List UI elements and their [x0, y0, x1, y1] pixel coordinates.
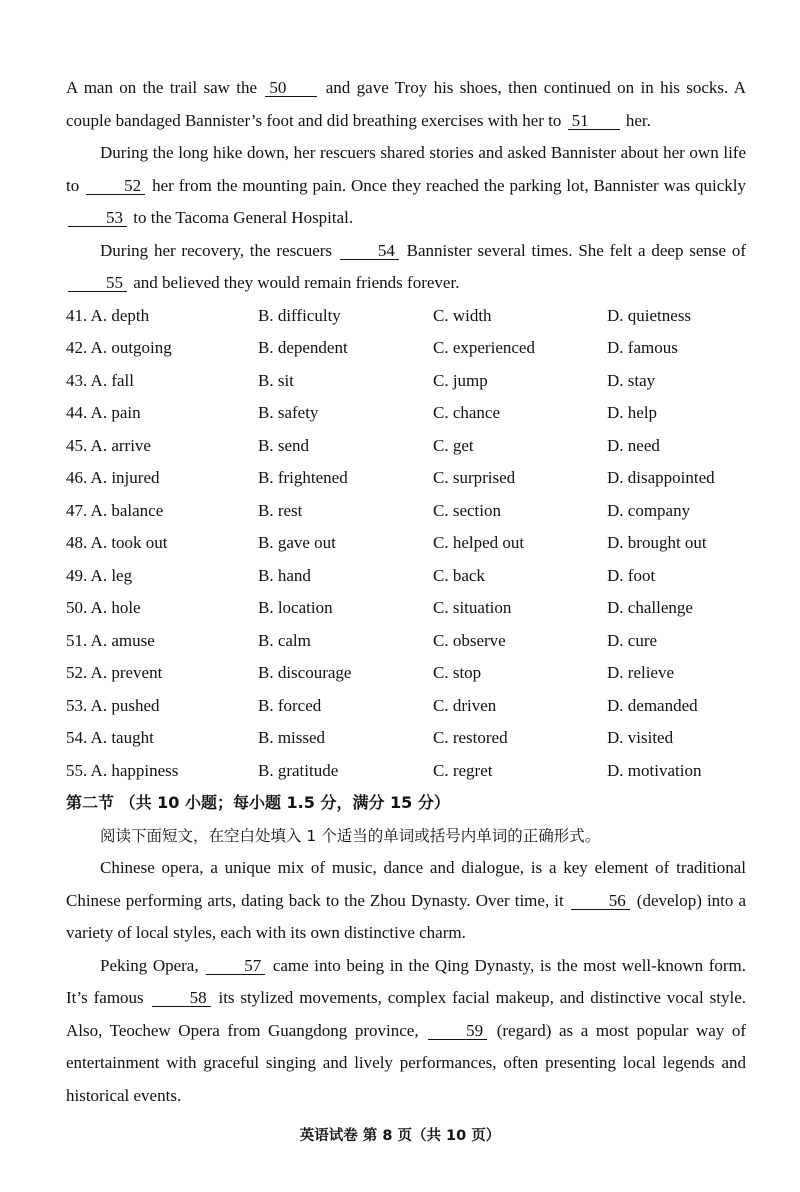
option-b: B. gratitude [258, 760, 339, 780]
option-d: D. company [607, 500, 691, 520]
option-a: 42. A. outgoing [66, 338, 172, 358]
option-a: 54. A. taught [66, 728, 154, 748]
option-b: B. send [258, 435, 309, 455]
option-c: C. back [433, 565, 485, 585]
option-b: B. calm [258, 630, 311, 650]
option-c: C. restored [433, 728, 508, 748]
option-row [66, 690, 746, 723]
option-c: C. section [433, 500, 501, 520]
option-d: D. need [607, 435, 660, 455]
passage-paragraph-2 [66, 137, 746, 235]
option-c: C. regret [433, 760, 493, 780]
blank-53: 53 [68, 209, 127, 227]
text: (regard) as a most popular way of entertainment with graceful singing and lively performances, often presenting local legends and historical events. [66, 1020, 746, 1105]
text: to the Tacoma General Hospital. [129, 208, 354, 227]
option-a: 52. A. prevent [66, 663, 163, 683]
option-c: C. observe [433, 630, 506, 650]
option-b: B. gave out [258, 533, 336, 553]
option-row [66, 657, 746, 690]
option-b: B. hand [258, 565, 311, 585]
text: Chinese opera, a unique mix of music, dance and dialogue, is a key element of traditional Chinese performing arts, dating back to the Zhou Dynasty. Over time, it [66, 858, 746, 910]
blank-51: 51 [568, 112, 620, 130]
option-a: 55. A. happiness [66, 760, 179, 780]
option-d: D. disappointed [607, 468, 715, 488]
option-b: B. discourage [258, 663, 352, 683]
option-d: D. quietness [607, 305, 692, 325]
text: Bannister several times. She felt a deep sense of [400, 240, 746, 260]
passage-paragraph-1 [66, 72, 746, 137]
option-a: 53. A. pushed [66, 695, 160, 715]
option-a: 43. A. fall [66, 370, 134, 390]
blank-57: 57 [206, 957, 265, 975]
option-d: D. visited [607, 728, 674, 748]
section-2-instruction: 阅读下面短文，在空白处填入 1 个适当的单词或括号内单词的正确形式。 [100, 826, 601, 845]
option-a: 46. A. injured [66, 468, 160, 488]
text: During the long hike down, her rescuers shared stories and asked Bannister about her own life to [66, 143, 746, 195]
option-row [66, 397, 746, 430]
option-d: D. help [607, 403, 658, 423]
option-d: D. stay [607, 370, 656, 390]
text: and gave Troy his shoes, then continued on in his socks. A couple bandaged Bannister’s foot and did breathing exercises with her to [66, 78, 746, 130]
option-b: B. sit [258, 370, 294, 390]
blank-54: 54 [340, 242, 399, 260]
page-footer: 英语试卷 第 8 页（共 10 页） [299, 1128, 501, 1144]
blank-59: 59 [428, 1022, 487, 1040]
option-a: 51. A. amuse [66, 630, 155, 650]
option-row [66, 462, 746, 495]
option-row [66, 755, 746, 788]
option-b: B. rest [258, 500, 303, 520]
option-c: C. helped out [433, 533, 525, 553]
option-c: C. jump [433, 370, 488, 390]
passage-paragraph-3 [66, 235, 746, 300]
option-row [66, 527, 746, 560]
blank-58: 58 [152, 989, 211, 1007]
option-row [66, 722, 746, 755]
option-a: 45. A. arrive [66, 435, 151, 455]
option-a: 47. A. balance [66, 500, 164, 520]
option-c: C. width [433, 305, 492, 325]
option-d: D. relieve [607, 663, 675, 683]
option-a: 48. A. took out [66, 533, 168, 553]
option-c: C. chance [433, 403, 501, 423]
text: (develop) into a variety of local styles, each with its own distinctive charm. [66, 890, 746, 942]
option-row [66, 365, 746, 398]
option-c: C. get [433, 435, 474, 455]
option-d: D. challenge [607, 598, 693, 618]
text: her. [621, 110, 651, 130]
option-row [66, 625, 746, 658]
answer-options-list [66, 300, 746, 788]
option-b: B. forced [258, 695, 322, 715]
option-d: D. demanded [607, 695, 698, 715]
blank-50: 50 [265, 79, 317, 97]
text: its stylized movements, complex facial makeup, and distinctive vocal style. Also, Teochew Opera from Guangdong province, [66, 988, 746, 1040]
option-c: C. experienced [433, 338, 535, 358]
option-c: C. stop [433, 663, 482, 683]
text: A man on the trail saw the [66, 78, 264, 97]
option-a: 49. A. leg [66, 565, 133, 585]
option-b: B. frightened [258, 468, 348, 488]
option-b: B. location [258, 598, 333, 618]
option-row [66, 560, 746, 593]
option-c: C. surprised [433, 468, 516, 488]
text: her from the mounting pain. Once they reached the parking lot, Bannister was quickly [147, 175, 746, 195]
option-row [66, 332, 746, 365]
option-row [66, 300, 746, 333]
text: Peking Opera, [100, 955, 205, 975]
section-2-title: 第二节 （共 10 小题；每小题 1.5 分，满分 15 分） [66, 793, 450, 812]
text: During her recovery, the rescuers [100, 240, 338, 260]
opera-paragraph-2 [66, 950, 746, 1113]
blank-55: 55 [68, 274, 127, 292]
option-row [66, 430, 746, 463]
option-d: D. cure [607, 630, 658, 650]
text: came into being in the Qing Dynasty, is the most well-known form. It’s famous [66, 955, 746, 1007]
option-row [66, 495, 746, 528]
option-b: B. missed [258, 728, 326, 748]
blank-52: 52 [86, 177, 145, 195]
option-row [66, 592, 746, 625]
option-b: B. safety [258, 403, 319, 423]
text: and believed they would remain friends forever. [129, 273, 460, 292]
option-d: D. foot [607, 565, 656, 585]
opera-paragraph-1 [66, 852, 746, 950]
option-d: D. brought out [607, 533, 707, 553]
option-b: B. difficulty [258, 305, 341, 325]
page-content [66, 72, 746, 1112]
option-c: C. driven [433, 695, 497, 715]
option-c: C. situation [433, 598, 512, 618]
option-b: B. dependent [258, 338, 348, 358]
option-d: D. motivation [607, 760, 702, 780]
option-a: 50. A. hole [66, 598, 141, 618]
option-a: 44. A. pain [66, 403, 141, 423]
option-d: D. famous [607, 338, 678, 358]
option-a: 41. A. depth [66, 305, 150, 325]
blank-56: 56 [571, 892, 630, 910]
